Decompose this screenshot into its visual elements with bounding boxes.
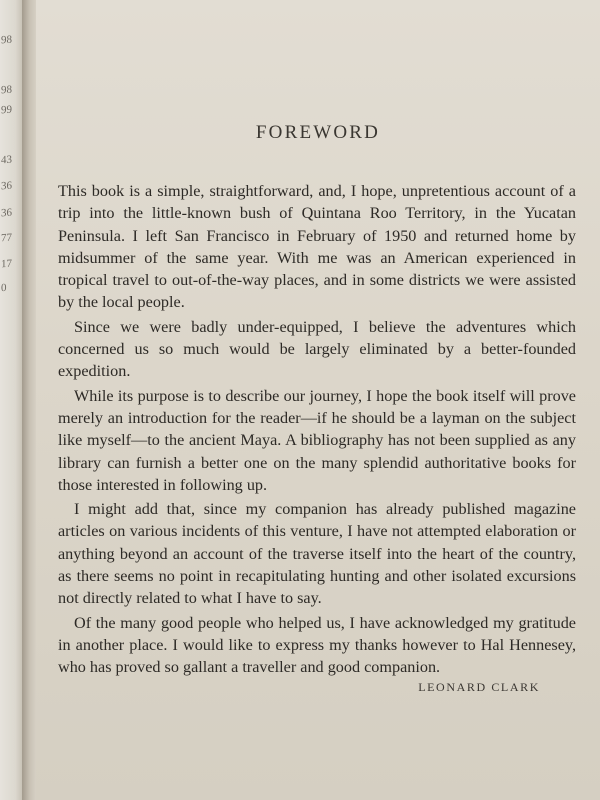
left-page-number: 36 — [1, 179, 12, 193]
left-page-number: 77 — [1, 231, 12, 245]
paragraph: I might add that, since my companion has already published magazine articles on various incidents of this venture, I have not attempted elaboration or anything beyond an account of the traverse itself into the heart of the country, as there seems no point in recapitulating hunting and other isolated excursions not directly related to what I have to say. — [58, 500, 576, 608]
left-page-number: 98 — [1, 33, 12, 47]
left-page-number: 98 — [1, 83, 12, 97]
left-page-edge — [0, 0, 22, 800]
paragraph: This book is a simple, straightforward, and, I hope, unpretentious account of a trip into the little-known bush of Quintana Roo Territory, in the Yucatan Peninsula. I left San Francisco in February of 1950 and returned home by midsummer of the same year. With me was an American experienced in tropical travel to out-of-the-way places, and in some districts we were assisted by the local people. — [58, 182, 576, 312]
foreword-body — [58, 180, 576, 681]
book-gutter — [22, 0, 36, 800]
paragraph: While its purpose is to describe our journey, I hope the book itself will prove merely an introduction for the reader—if he should be a layman on the subject like myself—to the ancient Maya. A bibliography has not been supplied as any library can furnish a better one on the many splendid authoritative books for those interested in following up. — [58, 386, 576, 494]
left-page-number: 43 — [1, 153, 12, 167]
page-title: FOREWORD — [255, 122, 381, 143]
book-page — [36, 0, 600, 800]
left-page-number: 17 — [1, 257, 12, 271]
left-page-number: 99 — [1, 103, 12, 117]
paragraph: Since we were badly under-equipped, I believe the adventures which concerned us so much would be largely eliminated by a better-founded expedition. — [58, 317, 576, 381]
left-page-number: 0 — [1, 281, 7, 295]
left-page-number: 36 — [1, 206, 12, 220]
author-signature: LEONARD CLARK — [418, 680, 540, 694]
paragraph: Of the many good people who helped us, I have acknowledged my gratitude in another place. I would like to express my thanks however to Hal Hennesey, who has proved so gallant a traveller and good companion. — [58, 613, 576, 677]
